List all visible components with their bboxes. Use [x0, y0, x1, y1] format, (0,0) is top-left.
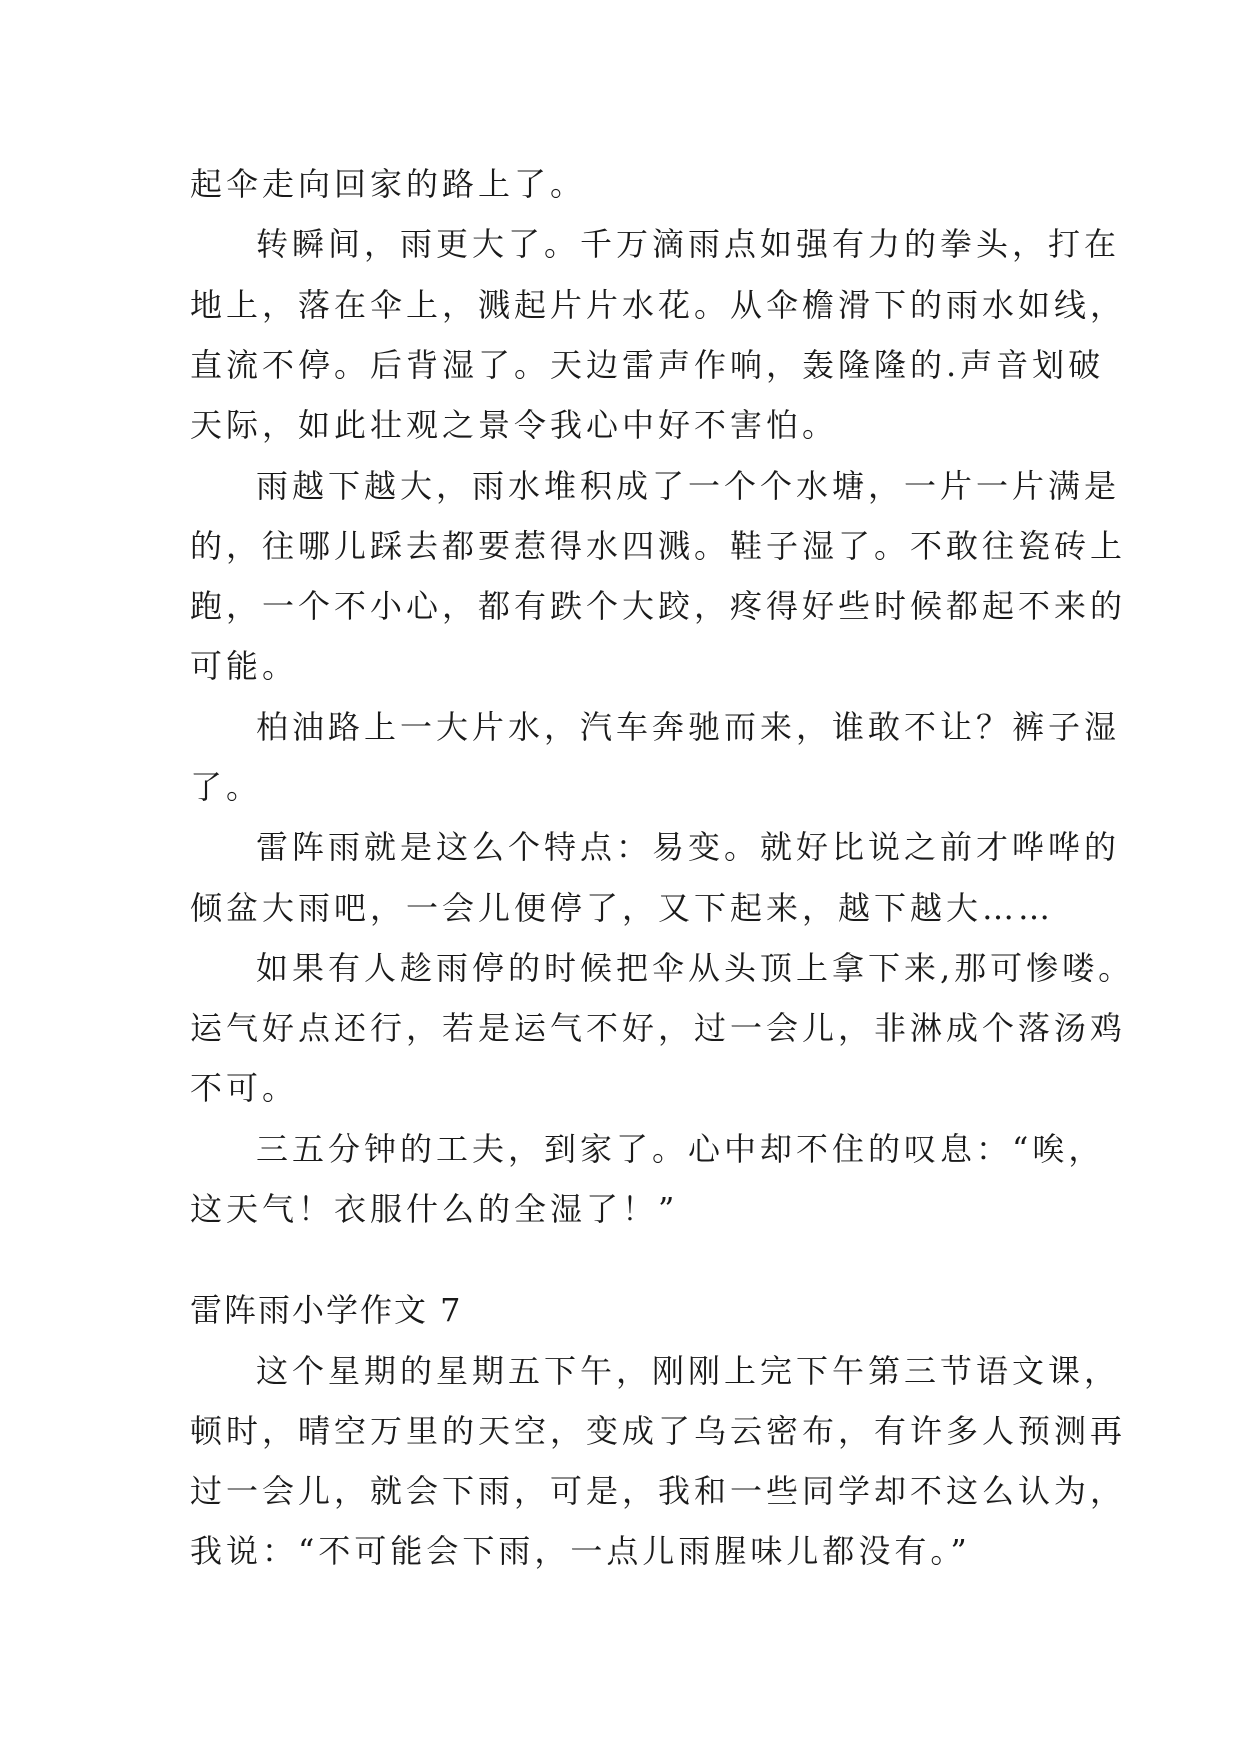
section-heading: 雷阵雨小学作文 7	[190, 1291, 463, 1329]
text-line: 直流不停。后背湿了。天边雷声作响，轰隆隆的.声音划破	[190, 346, 1105, 384]
text-line: 地上，落在伞上，溅起片片水花。从伞檐滑下的雨水如线，	[190, 286, 1127, 324]
paragraph-first-line: 三五分钟的工夫，到家了。心中却不住的叹息：“唉，	[256, 1130, 1105, 1168]
text-line: 的，往哪儿踩去都要惹得水四溅。鞋子湿了。不敢往瓷砖上	[190, 527, 1127, 565]
paragraph-first-line: 柏油路上一大片水，汽车奔驰而来，谁敢不让？裤子湿	[256, 708, 1121, 746]
text-line: 起伞走向回家的路上了。	[190, 165, 587, 203]
paragraph-first-line: 转瞬间，雨更大了。千万滴雨点如强有力的拳头，打在	[256, 225, 1121, 263]
paragraph-first-line: 雨越下越大，雨水堆积成了一个个水塘，一片一片满是	[256, 467, 1121, 505]
text-line: 不可。	[190, 1069, 299, 1107]
text-line: 可能。	[190, 647, 299, 685]
paragraph-first-line: 这个星期的星期五下午，刚刚上完下午第三节语文课，	[256, 1352, 1121, 1390]
text-line: 运气好点还行，若是运气不好，过一会儿，非淋成个落汤鸡	[190, 1009, 1127, 1047]
paragraph-first-line: 雷阵雨就是这么个特点：易变。就好比说之前才哗哗的	[256, 828, 1121, 866]
paragraph-first-line: 如果有人趁雨停的时候把伞从头顶上拿下来,那可惨喽。	[256, 949, 1135, 987]
text-line: 过一会儿，就会下雨，可是，我和一些同学却不这么认为，	[190, 1472, 1127, 1510]
text-line: 我说：“不可能会下雨，一点儿雨腥味儿都没有。”	[190, 1532, 971, 1570]
text-line: 了。	[190, 768, 263, 806]
text-line: 跑，一个不小心，都有跌个大跤，疼得好些时候都起不来的	[190, 587, 1127, 625]
text-line: 这天气！衣服什么的全湿了！”	[190, 1190, 679, 1228]
text-line: 天际，如此壮观之景令我心中好不害怕。	[190, 406, 839, 444]
text-line: 倾盆大雨吧，一会儿便停了，又下起来，越下越大……	[190, 889, 1055, 927]
text-line: 顿时，晴空万里的天空，变成了乌云密布，有许多人预测再	[190, 1412, 1127, 1450]
